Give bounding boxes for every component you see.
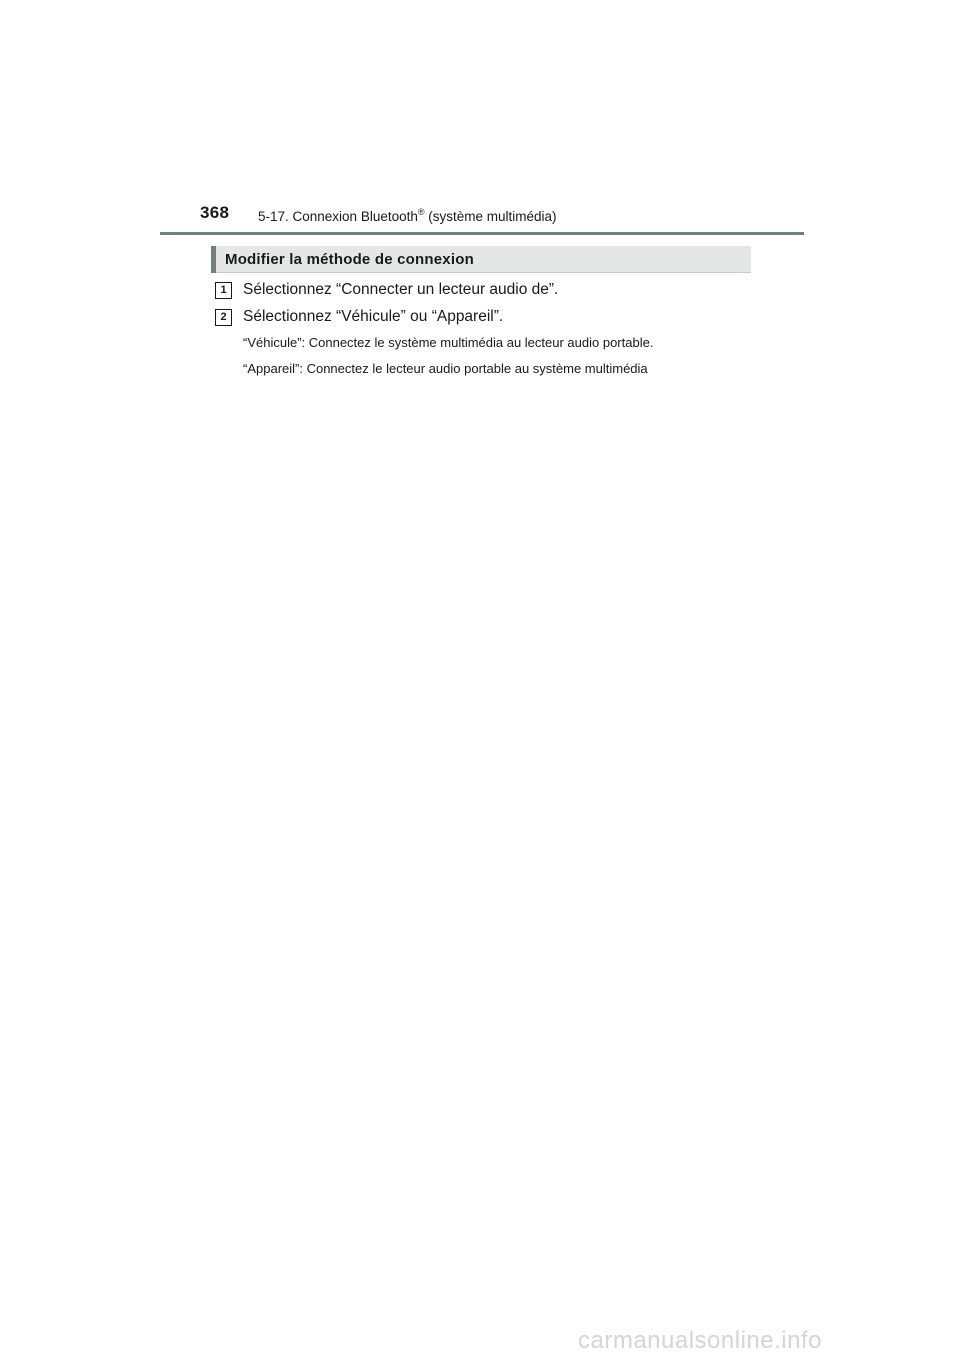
registered-mark: ® [417,207,425,217]
step-number-badge: 1 [215,282,232,299]
section-title: Modifier la méthode de connexion [225,251,474,268]
section-title-bar [211,246,751,273]
section-header [258,207,557,224]
section-header-suffix: (système multimédia) [424,209,557,224]
title-bar-accent [211,246,216,273]
step-text: Sélectionnez “Connecter un lecteur audio de”. [243,281,559,298]
note-vehicule: “Véhicule”: Connectez le système multimédia au lecteur audio portable. [243,335,654,350]
step-text: Sélectionnez “Véhicule” ou “Appareil”. [243,308,504,325]
section-header-prefix: 5-17. Connexion Bluetooth [258,209,418,224]
step-number-badge: 2 [215,309,232,326]
header-divider [160,232,804,235]
note-appareil: “Appareil”: Connectez le lecteur audio portable au système multimédia [243,361,648,376]
watermark: carmanualsonline.info [578,1327,822,1354]
page-number: 368 [200,203,230,222]
